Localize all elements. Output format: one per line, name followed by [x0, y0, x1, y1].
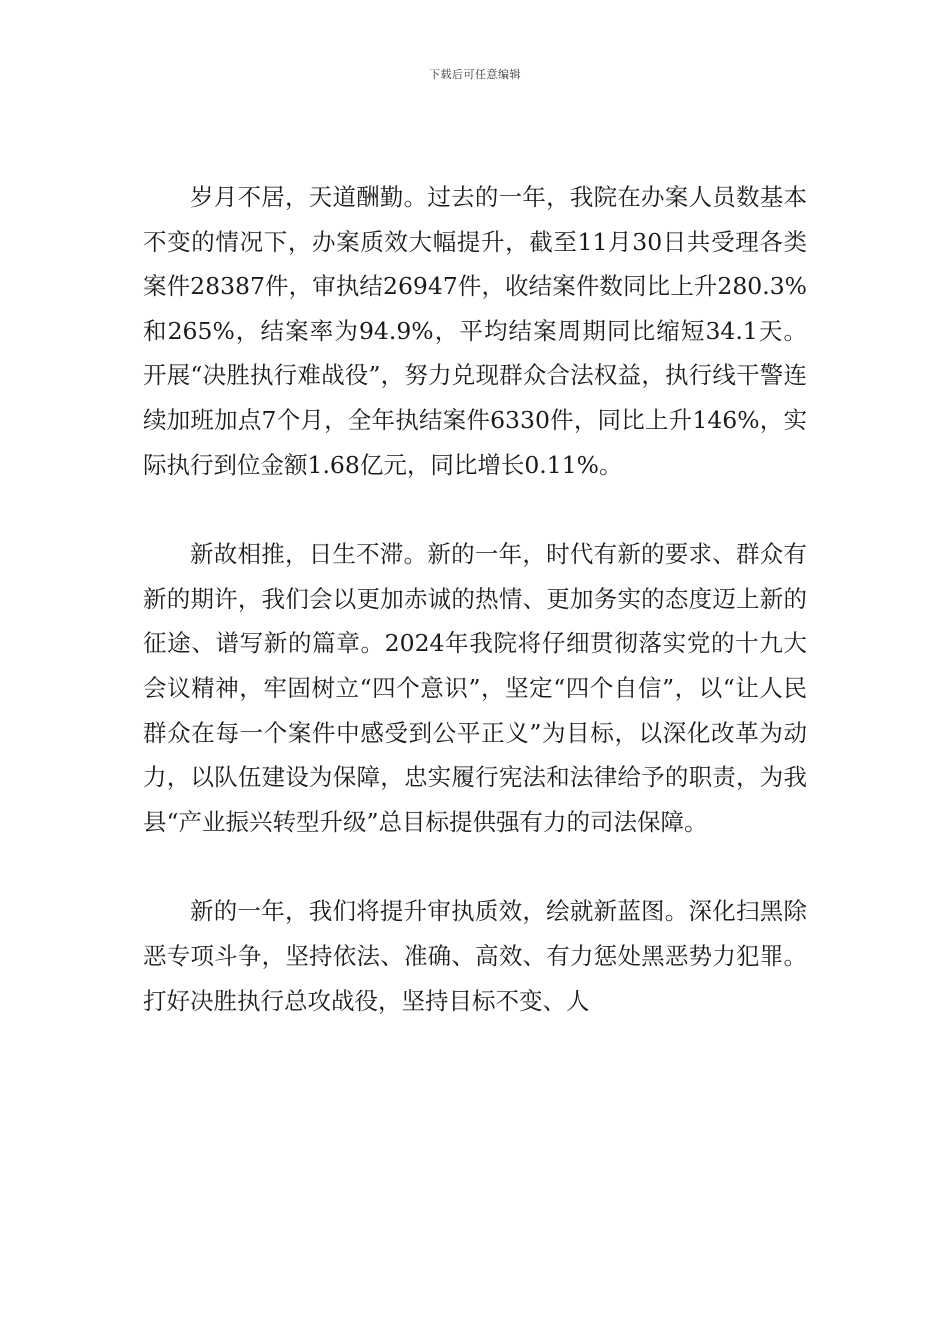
paragraph-3: 新的一年，我们将提升审执质效，绘就新蓝图。深化扫黑除恶专项斗争，坚持依法、准确、高效、有力惩处黑恶势力犯罪。打好决胜执行总攻战役，坚持目标不变、人: [143, 897, 807, 1015]
page-header-note: 下载后可任意编辑: [429, 68, 521, 81]
paragraph-2: 新故相推，日生不滞。新的一年，时代有新的要求、群众有新的期许，我们会以更加赤诚的热情、更加务实的态度迈上新的征途、谱写新的篇章。2024年我院将仔细贯彻落实党的十九大会议精神，牢固树立“四个意识”，坚定“四个自信”，以“让人民群众在每一个案件中感受到公平正义”为目标，以深化改革为动力，以队伍建设为保障，忠实履行宪法和法律给予的职责，为我县“产业振兴转型升级”总目标提供强有力的司法保障。: [143, 540, 807, 836]
document-body: [143, 175, 807, 1023]
paragraph-1: 岁月不居，天道酬勤。过去的一年，我院在办案人员数基本不变的情况下，办案质效大幅提升，截至11月30日共受理各类案件28387件，审执结26947件，收结案件数同比上升280.3%和265%，结案率为94.9%，平均结案周期同比缩短34.1天。开展“决胜执行难战役”，努力兑现群众合法权益，执行线干警连续加班加点7个月，全年执结案件6330件，同比上升146%，实际执行到位金额1.68亿元，同比增长0.11%。: [143, 183, 807, 479]
